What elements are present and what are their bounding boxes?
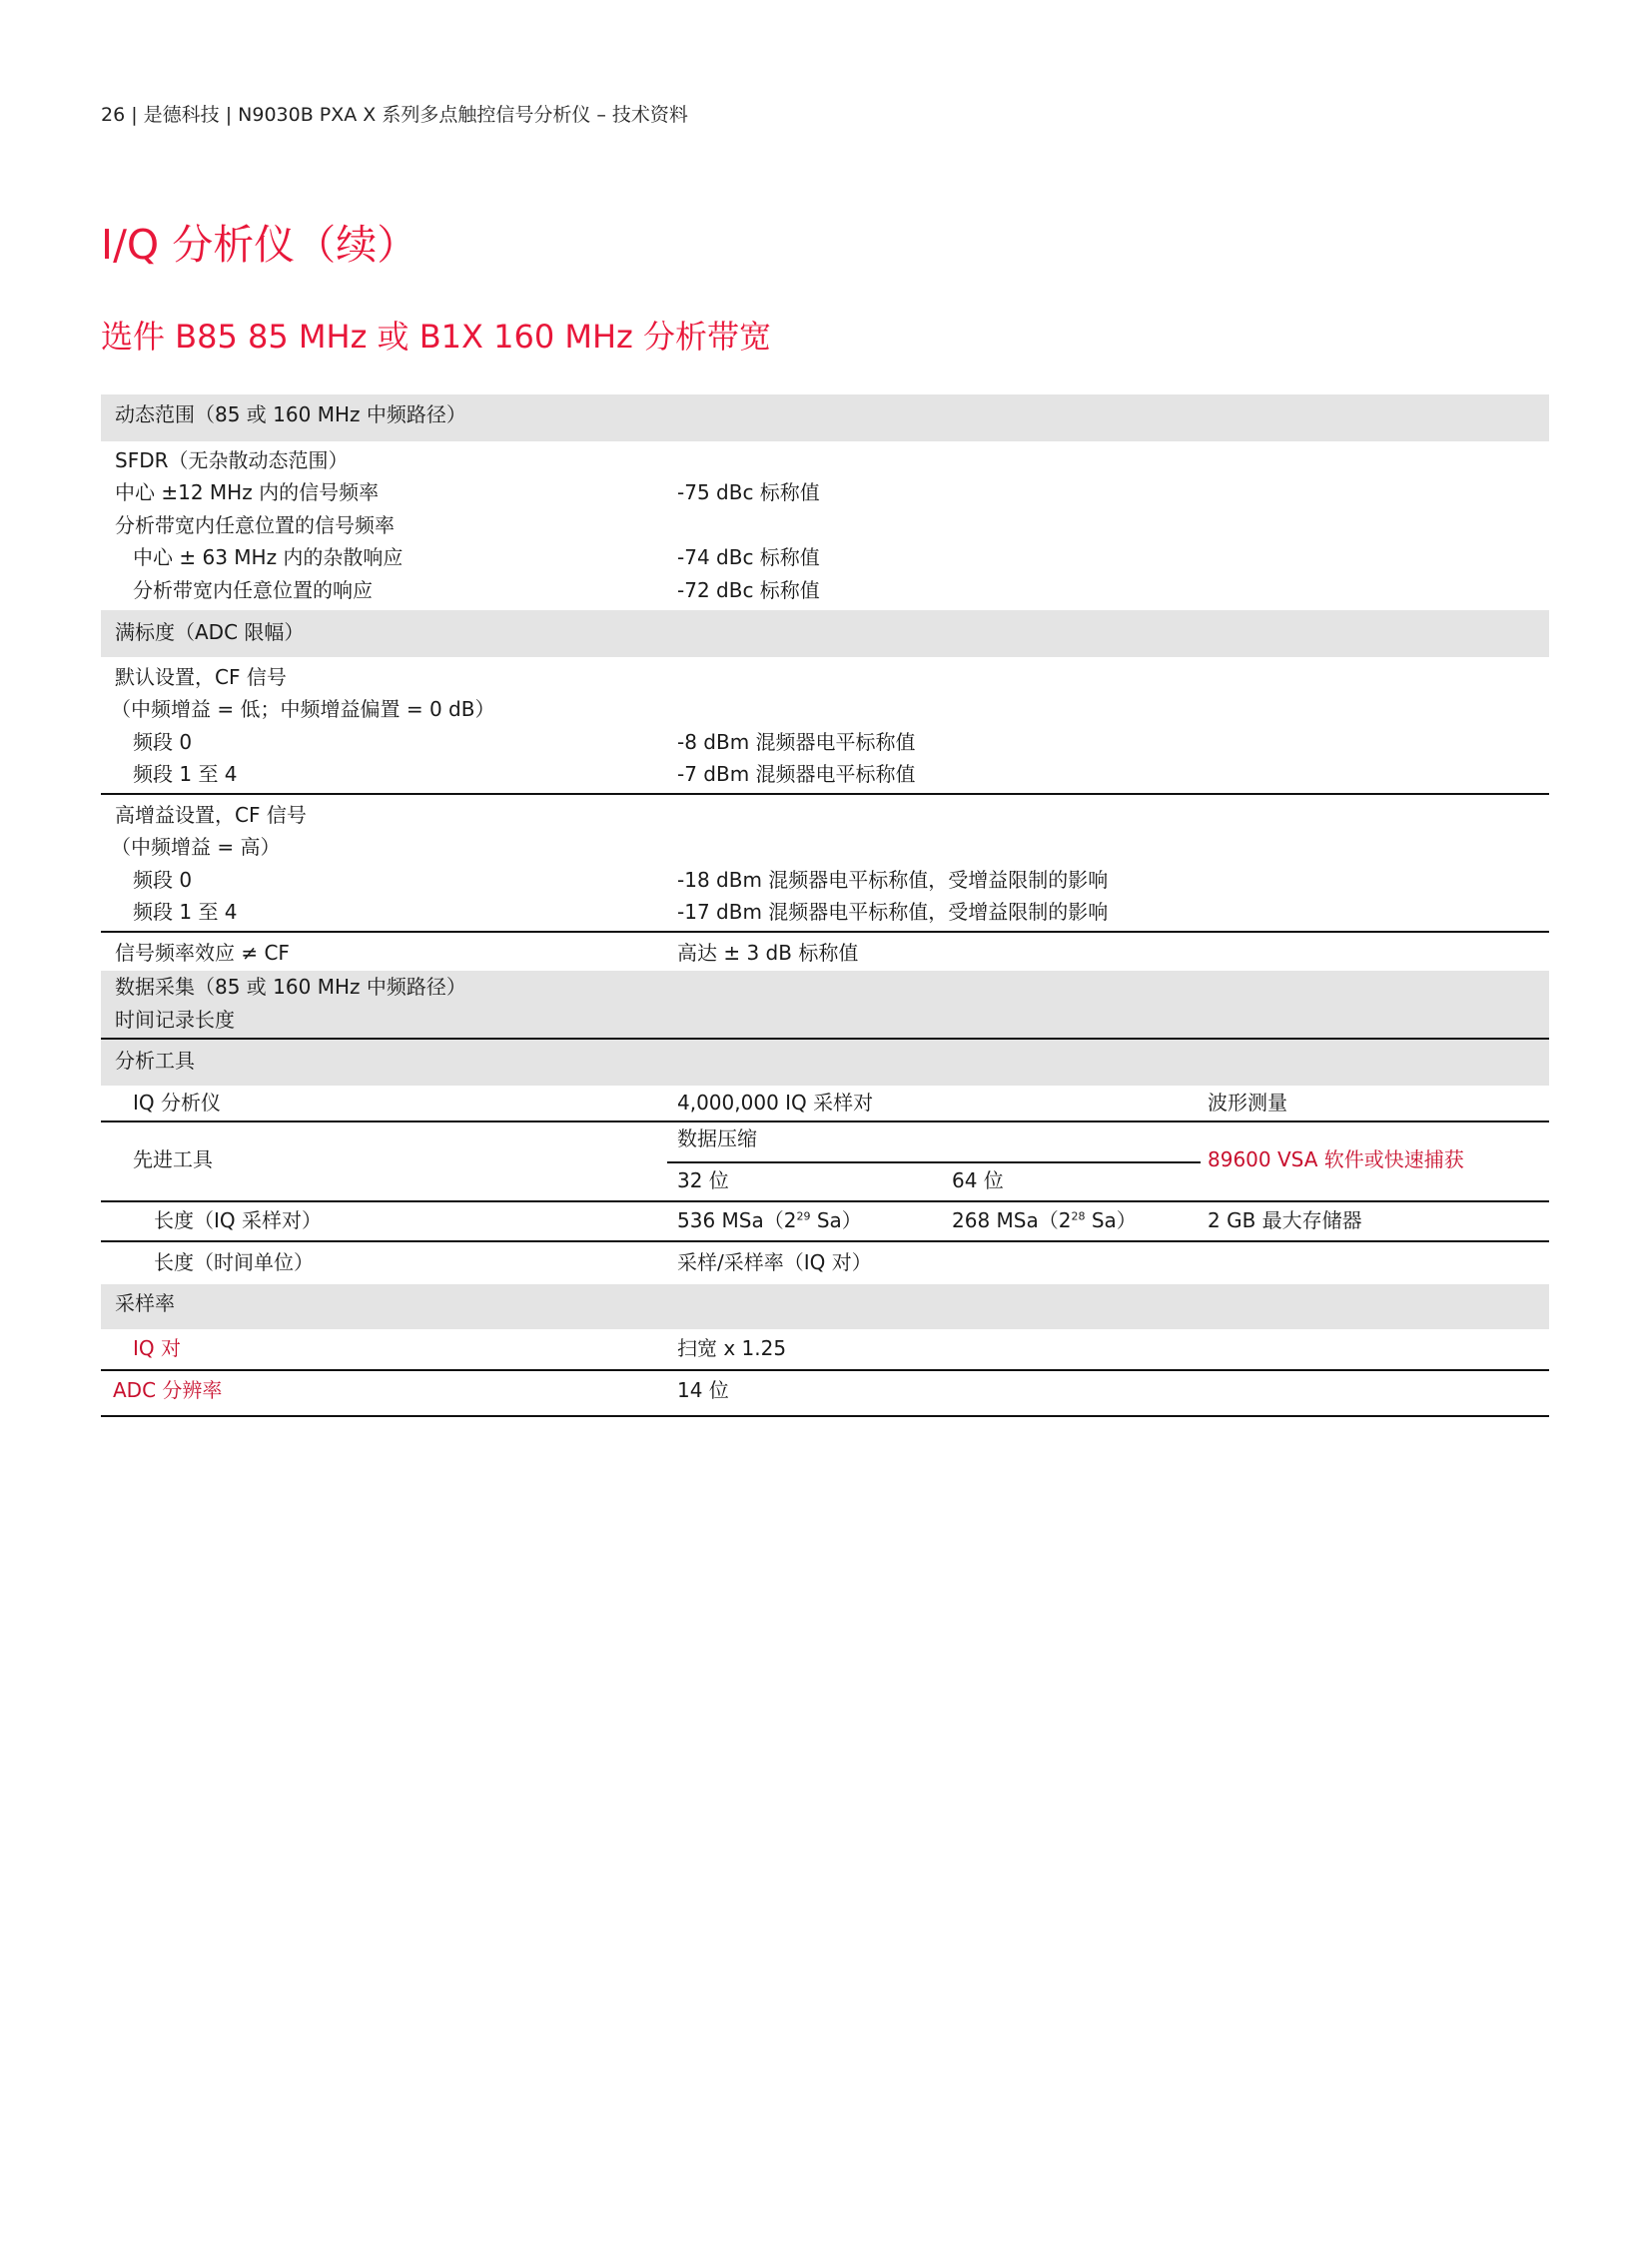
section-title: 选件 B85 85 MHz 或 B1X 160 MHz 分析带宽 <box>101 318 772 356</box>
dynamic-range-heading: 动态范围（85 或 160 MHz 中频路径） <box>115 402 466 426</box>
vsa-software-note: 89600 VSA 软件或快速捕获 <box>1208 1147 1464 1171</box>
page-header: 26 | 是德科技 | N9030B PXA X 系列多点触控信号分析仪 – 技术资料 <box>101 104 688 126</box>
anywhere-response-value: -72 dBc 标称值 <box>677 577 820 602</box>
length-32-value: 536 $MSa(2^{29}$ Sa） <box>677 1208 862 1232</box>
center-12-label: 中心 ±12 MHz 内的信号频率 <box>115 480 380 504</box>
band0-default-value: -8 dBm 混频器电平标称值 <box>677 729 916 754</box>
adc-row <box>101 1371 1549 1417</box>
tools-heading-row <box>101 1040 1549 1086</box>
max-storage-value: 2 GB 最大存储器 <box>1208 1208 1362 1232</box>
tools-heading: 分析工具 <box>115 1049 195 1073</box>
full-scale-heading-row <box>101 610 1549 657</box>
advanced-tools-label: 先进工具 <box>133 1147 213 1171</box>
band1-4-default-value: -7 dBm 混频器电平标称值 <box>677 762 916 786</box>
default-setting-label: 默认设置，CF 信号 <box>115 664 287 689</box>
iq-analyzer-row <box>101 1086 1549 1123</box>
iq-pair-row <box>101 1329 1549 1372</box>
length-time-label: 长度（时间单位） <box>154 1249 314 1274</box>
adc-resolution-label: ADC 分辨率 <box>113 1378 223 1402</box>
default-setting-sub: （中频增益 = 低；中频增益偏置 = 0 dB） <box>111 697 495 721</box>
default-setting-block <box>101 657 1549 795</box>
length-iq-label: 长度（IQ 采样对） <box>154 1208 322 1232</box>
band1-4-high-value: -17 dBm 混频器电平标称值，受增益限制的影响 <box>677 900 1109 924</box>
high-gain-sub: （中频增益 = 高） <box>111 835 281 859</box>
full-scale-heading: 满标度（ADC 限幅） <box>115 620 305 644</box>
center-12-value: -75 dBc 标称值 <box>677 480 820 504</box>
band1-4-label: 频段 1 至 4 <box>133 762 238 786</box>
acquisition-heading: 数据采集（85 或 160 MHz 中频路径） <box>115 975 466 999</box>
sample-rate-heading-row <box>101 1284 1549 1329</box>
dynamic-range-heading-row <box>101 394 1549 441</box>
bit-32-label: 32 位 <box>677 1168 729 1192</box>
iq-pair-value: 扫宽 x 1.25 <box>677 1335 787 1360</box>
freq-effect-row <box>101 933 1549 972</box>
iq-pair-label: IQ 对 <box>133 1335 181 1360</box>
center-63-label: 中心 ± 63 MHz 内的杂散响应 <box>133 545 404 569</box>
bit-64-label: 64 位 <box>952 1168 1004 1192</box>
freq-effect-label: 信号频率效应 ≠ CF <box>115 940 290 965</box>
acquisition-row <box>101 971 1549 1040</box>
compression-divider <box>667 1161 1201 1163</box>
length-iq-row <box>101 1202 1549 1242</box>
dynamic-range-block <box>101 441 1549 611</box>
freq-effect-value: 高达 ± 3 dB 标称值 <box>677 940 859 965</box>
spec-table <box>101 394 1549 1417</box>
sfdr-label: SFDR（无杂散动态范围） <box>115 447 349 472</box>
data-compression-label: 数据压缩 <box>677 1126 757 1150</box>
band1-4-label-high: 频段 1 至 4 <box>133 900 238 924</box>
record-length-label: 时间记录长度 <box>115 1007 235 1032</box>
band0-label-high: 频段 0 <box>133 867 193 892</box>
high-gain-label: 高增益设置，CF 信号 <box>115 802 307 827</box>
anywhere-response-label: 分析带宽内任意位置的响应 <box>133 577 373 602</box>
high-gain-block <box>101 795 1549 933</box>
waveform-measurement: 波形测量 <box>1208 1090 1287 1115</box>
sample-rate-heading: 采样率 <box>115 1291 175 1315</box>
iq-analyzer-label: IQ 分析仪 <box>133 1090 221 1115</box>
length-time-row <box>101 1242 1549 1285</box>
advanced-tools-row <box>101 1122 1549 1202</box>
iq-analyzer-value: 4,000,000 IQ 采样对 <box>677 1090 874 1115</box>
band0-high-value: -18 dBm 混频器电平标称值，受增益限制的影响 <box>677 867 1109 892</box>
adc-resolution-value: 14 位 <box>677 1378 729 1402</box>
length-time-value: 采样/采样率（IQ 对） <box>677 1249 872 1274</box>
center-63-value: -74 dBc 标称值 <box>677 545 820 569</box>
anywhere-label: 分析带宽内任意位置的信号频率 <box>115 512 395 537</box>
length-64-value: 268 $MSa(2^{28}$ Sa） <box>952 1208 1137 1232</box>
band0-label: 频段 0 <box>133 729 193 754</box>
page-title: I/Q 分析仪（续） <box>101 221 418 269</box>
